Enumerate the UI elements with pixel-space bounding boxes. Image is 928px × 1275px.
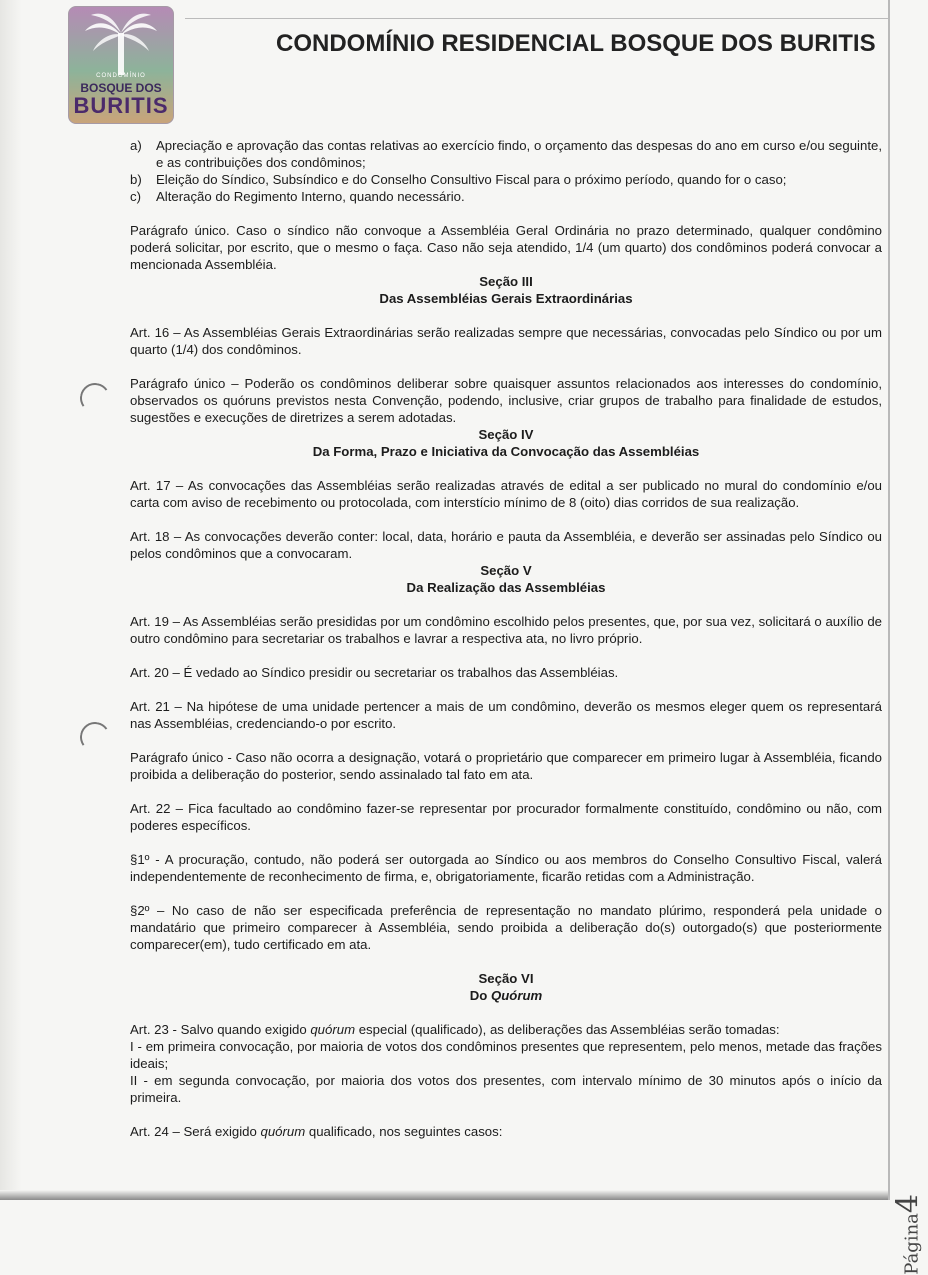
paragraph-unico-1: Parágrafo único. Caso o síndico não convoque a Assembléia Geral Ordinária no prazo determinado, qualquer condômino poderá solicitar, por escrito, que o mesmo o faça. Caso não seja atendido, 1/4 (um quarto) dos condôminos poderá convocar a mencionada Assembléia. bbox=[130, 223, 882, 272]
article-16: Art. 16 – As Assembléias Gerais Extraordinárias serão realizadas sempre que necessárias, convocadas pelo Síndico ou por um quarto (1/4) dos condôminos. bbox=[130, 325, 882, 357]
header-rule bbox=[185, 18, 888, 19]
article-22: Art. 22 – Fica facultado ao condômino fazer-se representar por procurador formalmente constituído, condômino ou não, com poderes específicos. bbox=[130, 801, 882, 833]
article-20: Art. 20 – É vedado ao Síndico presidir ou secretariar os trabalhos das Assembléias. bbox=[130, 665, 619, 680]
section-title-prefix: Do bbox=[469, 988, 491, 1003]
paragraph-2: §2º – No caso de não ser especificada preferência de representação no mandato plúrimo, responderá pela unidade o mandatário que primeiro comparecer à Assembléia, sendo proibida a deliberação do(s) outorgado(s) que posteriormente comparecer(em), tudo certificado em ata. bbox=[130, 903, 882, 952]
list-item-text: Eleição do Síndico, Subsíndico e do Conselho Consultivo Fiscal para o próximo período, quando for o caso; bbox=[156, 172, 787, 187]
paragraph-1: §1º - A procuração, contudo, não poderá ser outorgada ao Síndico ou aos membros do Conselho Consultivo Fiscal, valerá independentemente de reconhecimento de firma, e, obrigatoriamente, ficarão retidas com a Administração. bbox=[130, 852, 882, 884]
section-title: Da Realização das Assembléias bbox=[406, 580, 606, 595]
page-left-shadow bbox=[0, 0, 22, 1200]
list-item bbox=[130, 137, 882, 171]
paragraph-unico-2: Parágrafo único – Poderão os condôminos deliberar sobre quaisquer assuntos relacionados aos interesses do condomínio, observados os quóruns previstos nesta Convenção, podendo, inclusive, criar grupos de trabalho para finalidade de estudos, sugestões e execuções de diretrizes a serem adotadas. bbox=[130, 376, 882, 425]
palm-tree-icon bbox=[83, 11, 159, 75]
article-23-text: Art. 23 - Salvo quando exigido bbox=[130, 1022, 311, 1037]
list-item bbox=[130, 188, 882, 205]
section-title: Da Forma, Prazo e Iniciativa da Convocação das Assembléias bbox=[312, 444, 700, 459]
condominium-logo bbox=[68, 6, 174, 124]
list-item-text: Alteração do Regimento Interno, quando necessário. bbox=[156, 189, 465, 204]
article-24-text: Art. 24 – Será exigido bbox=[130, 1124, 261, 1139]
section-number: Seção III bbox=[479, 274, 533, 289]
article-23-text-end: especial (qualificado), as deliberações das Assembléias serão tomadas: bbox=[355, 1022, 780, 1037]
article-19: Art. 19 – As Assembléias serão presididas por um condômino escolhido pelos presentes, que, por sua vez, solicitará o auxílio de outro condômino para secretariar os trabalhos e lavrar a respectiva ata, no livro próprio. bbox=[130, 614, 882, 646]
page-number bbox=[891, 1194, 926, 1275]
article-17: Art. 17 – As convocações das Assembléias serão realizadas através de edital a ser publicado no mural do condomínio e/ou carta com aviso de recebimento ou protocolada, com interstício mínimo de 8 (oito) dias corridos de sua realização. bbox=[130, 478, 882, 510]
article-23-emphasis: quórum bbox=[310, 1022, 356, 1037]
punch-hole bbox=[78, 720, 113, 755]
page-right-edge bbox=[888, 0, 890, 1200]
section-title-emphasis: Quórum bbox=[490, 988, 543, 1003]
page-number-value: 4 bbox=[891, 1194, 926, 1214]
logo-caption: CONDOMÍNIO bbox=[96, 73, 146, 79]
list-item-text: Apreciação e aprovação das contas relativas ao exercício findo, o orçamento das despesas do ano em curso e/ou seguinte, e as contribuições dos condôminos; bbox=[156, 138, 882, 170]
document-title: CONDOMÍNIO RESIDENCIAL BOSQUE DOS BURITIS bbox=[276, 30, 876, 57]
article-23-item-i: I - em primeira convocação, por maioria de votos dos condôminos presentes que representem, pelo menos, metade das frações ideais; bbox=[130, 1039, 882, 1071]
article-21: Art. 21 – Na hipótese de uma unidade pertencer a mais de um condômino, deverão os mesmos eleger quem os representará nas Assembléias, credenciando-o por escrito. bbox=[130, 699, 882, 731]
section-number: Seção V bbox=[480, 563, 532, 578]
section-title bbox=[130, 987, 882, 1004]
logo-text-line2: BURITIS bbox=[73, 93, 169, 118]
article-24-emphasis: quórum bbox=[260, 1124, 306, 1139]
page-number-label: Página bbox=[902, 1213, 923, 1275]
paragraph-unico-3: Parágrafo único - Caso não ocorra a designação, votará o proprietário que comparecer em primeiro lugar à Assembléia, ficando proibida a deliberação do posterior, sendo assinalado tal fato em ata. bbox=[130, 750, 882, 782]
list-item bbox=[130, 171, 882, 188]
list-marker: c) bbox=[130, 189, 141, 204]
logo-text-line1: BOSQUE DOS bbox=[80, 81, 162, 95]
page-bottom-edge bbox=[0, 1190, 888, 1200]
section-number: Seção IV bbox=[478, 427, 534, 442]
article-24-text-end: qualificado, nos seguintes casos: bbox=[305, 1124, 503, 1139]
article-23 bbox=[130, 1021, 882, 1038]
section-title: Das Assembléias Gerais Extraordinárias bbox=[379, 291, 633, 306]
article-24 bbox=[130, 1123, 882, 1140]
article-18: Art. 18 – As convocações deverão conter: local, data, horário e pauta da Assembléia, e deverão ser assinadas pelo Síndico ou pelos condôminos que a convocaram. bbox=[130, 529, 882, 561]
punch-hole bbox=[78, 381, 113, 416]
agenda-list bbox=[130, 137, 882, 205]
list-marker: b) bbox=[130, 172, 142, 187]
list-marker: a) bbox=[130, 138, 142, 153]
article-23-item-ii: II - em segunda convocação, por maioria dos votos dos presentes, com intervalo mínimo de 30 minutos após o início da primeira. bbox=[130, 1073, 882, 1105]
document-body bbox=[130, 137, 882, 1140]
section-number: Seção VI bbox=[478, 971, 534, 986]
